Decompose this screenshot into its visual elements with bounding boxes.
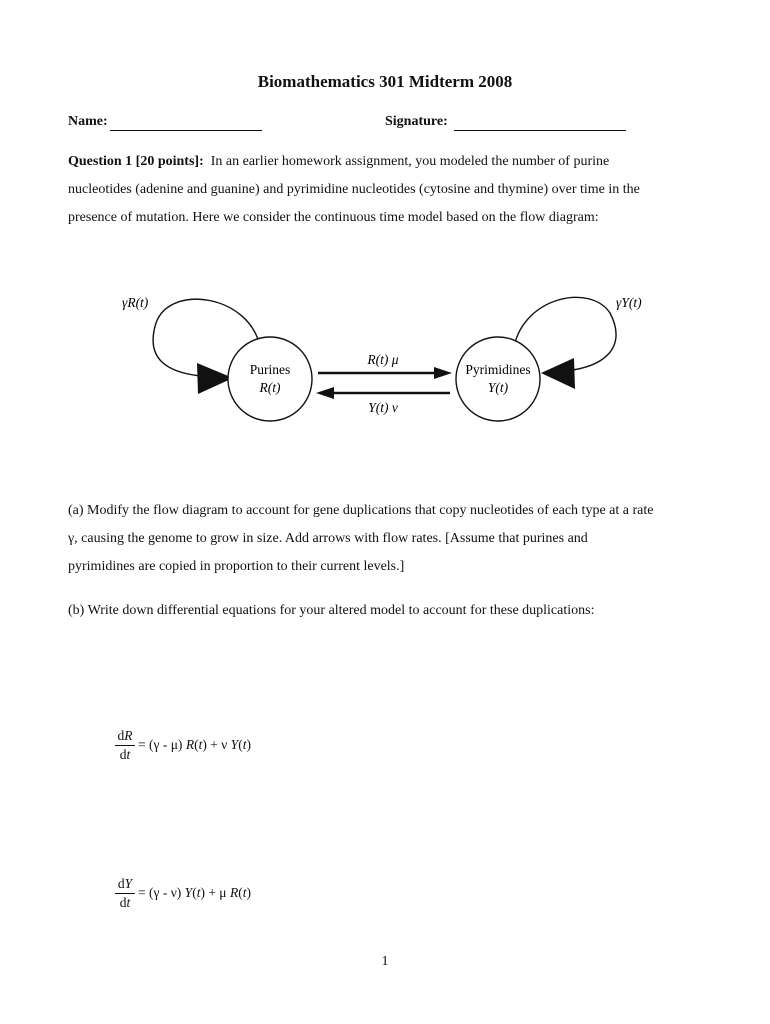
eq2-rhs-pre: = (γ - ν) <box>138 885 185 900</box>
right-loop-arrowhead <box>541 358 575 389</box>
eq2-rhs-end: ) <box>246 885 251 900</box>
eq1-num-var: R <box>124 728 133 743</box>
question-1-heading: Question 1 [20 points]: <box>68 154 204 169</box>
mutation-arrowhead-y-to-r <box>316 387 334 399</box>
question-1-line-1 <box>68 148 708 176</box>
purines-label: Purines <box>249 362 291 377</box>
left-loop-label: γR(t) <box>122 295 149 310</box>
page-title: Biomathematics 301 Midterm 2008 <box>257 72 513 91</box>
signature-label: Signature: <box>385 114 448 129</box>
mutation-arrowhead-r-to-y <box>434 367 452 379</box>
eq2-rhs-t1: t <box>196 885 201 900</box>
eq2-rhs-mid1: ( <box>192 885 197 900</box>
purines-var: R(t) <box>259 380 281 395</box>
eq2-den-var: t <box>126 895 131 910</box>
page-number: 1 <box>381 954 389 969</box>
name-field[interactable] <box>110 130 262 131</box>
eq1-rhs-y: Y <box>230 737 239 752</box>
flow-diagram <box>100 285 660 435</box>
equation-1-fraction <box>115 728 135 763</box>
equation-2-rhs <box>138 885 251 901</box>
right-loop-label: γY(t) <box>616 295 642 310</box>
eq2-rhs-y: Y <box>184 885 193 900</box>
equation-2-fraction <box>115 876 135 911</box>
eq2-den-d: d <box>119 895 127 910</box>
question-1-intro <box>68 148 708 232</box>
intro-text-1: In an earlier homework assignment, you modeled the number of purine <box>210 154 610 169</box>
eq1-rhs-mid1: ( <box>194 737 199 752</box>
eq2-rhs-mid3: ( <box>238 885 243 900</box>
eq2-rhs-mid2: ) + μ <box>200 885 230 900</box>
pyrimidines-node <box>456 337 540 421</box>
eq1-rhs-end: ) <box>246 737 251 752</box>
part-a-line-2: γ, causing the genome to grow in size. Add arrows with flow rates. [Assume that purines and <box>68 531 588 546</box>
name-label: Name: <box>68 114 108 129</box>
top-arrow-label: R(t) μ <box>367 352 399 367</box>
part-a-line-1: (a) Modify the flow diagram to account for gene duplications that copy nucleotides of each type at a rate <box>68 503 654 518</box>
intro-text-3: presence of mutation. Here we consider the continuous time model based on the flow diagram: <box>68 210 599 225</box>
eq1-rhs-t1: t <box>198 737 203 752</box>
eq1-num-d: d <box>117 728 125 743</box>
pyrimidines-label: Pyrimidines <box>465 362 531 377</box>
equation-1-rhs <box>138 737 251 753</box>
eq2-rhs-r: R <box>229 885 239 900</box>
purines-node <box>228 337 312 421</box>
eq2-num-var: Y <box>124 876 133 891</box>
part-b-line-1: (b) Write down differential equations for your altered model to account for these duplications: <box>68 603 595 618</box>
pyrimidines-var: Y(t) <box>487 380 509 395</box>
eq2-num-d: d <box>117 876 125 891</box>
signature-field[interactable] <box>454 130 626 131</box>
eq1-den-d: d <box>119 747 127 762</box>
eq1-rhs-t2: t <box>242 737 247 752</box>
part-a <box>68 497 708 581</box>
eq1-rhs-r: R <box>185 737 195 752</box>
eq2-rhs-t2: t <box>242 885 247 900</box>
eq1-rhs-mid2: ) + ν <box>202 737 231 752</box>
eq1-rhs-pre: = (γ - μ) <box>138 737 186 752</box>
part-b <box>68 597 708 625</box>
intro-text-2: nucleotides (adenine and guanine) and pyrimidine nucleotides (cytosine and thymine) over time in the <box>68 182 640 197</box>
bottom-arrow-label: Y(t) ν <box>368 400 398 415</box>
part-a-line-3: pyrimidines are copied in proportion to their current levels.] <box>68 559 405 574</box>
eq1-den-var: t <box>126 747 131 762</box>
eq1-rhs-mid3: ( <box>238 737 243 752</box>
